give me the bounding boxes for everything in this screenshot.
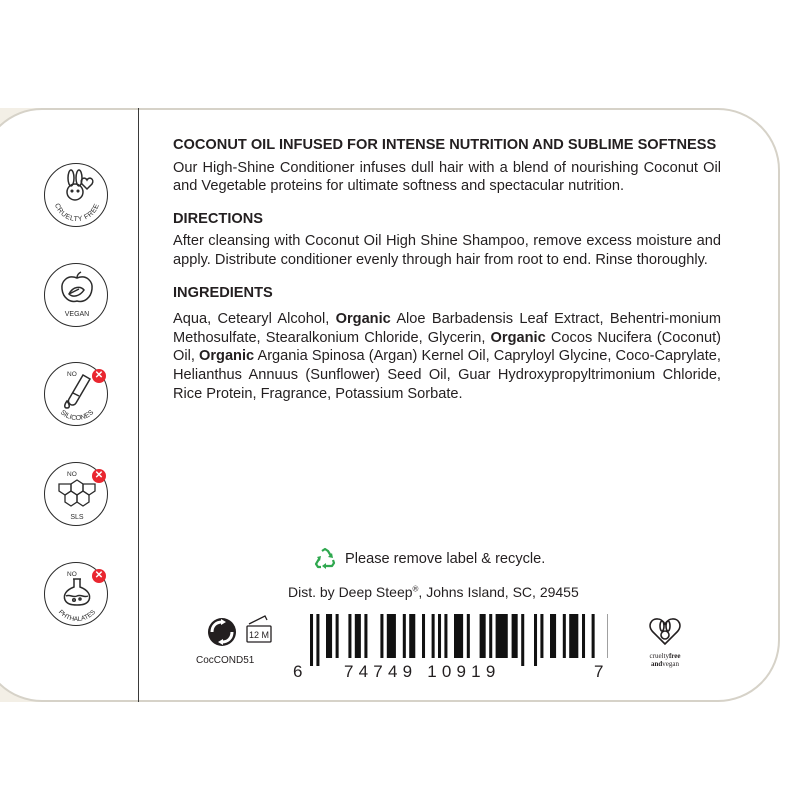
ingredients-text: Aqua, Cetearyl Alcohol, bbox=[173, 311, 336, 328]
svg-text:CRUELTY FREE bbox=[53, 203, 101, 224]
distributor-address: , Johns Island, SC, 29455 bbox=[418, 584, 579, 600]
distributor-line bbox=[288, 584, 579, 600]
directions-heading: DIRECTIONS bbox=[173, 210, 263, 227]
barcode-bar bbox=[480, 614, 486, 658]
ingredients-heading: INGREDIENTS bbox=[173, 284, 273, 301]
barcode-bar bbox=[521, 614, 524, 666]
ingredients-text: Cocos Nucifera (Coconut) Oil, bbox=[173, 329, 721, 365]
cruelty-free-badge bbox=[44, 163, 108, 227]
badge-no: NO bbox=[67, 571, 77, 578]
badge-no: NO bbox=[67, 471, 77, 478]
barcode-bar bbox=[592, 614, 595, 658]
directions-body: After cleansing with Coconut Oil High Shine Shampoo, remove excess moisture and apply. Distribute conditioner evenly through hair from root to end. Rinse thoroughly. bbox=[173, 233, 721, 268]
barcode-bar bbox=[534, 614, 537, 666]
barcode bbox=[306, 614, 608, 666]
barcode-bar bbox=[336, 614, 339, 658]
logo-text: crueltyfree andvegan bbox=[649, 652, 681, 668]
ingredients-body bbox=[173, 310, 721, 403]
product-code: CocCOND51 bbox=[196, 655, 255, 666]
no-phthalates-badge bbox=[44, 562, 108, 626]
vegan-badge bbox=[44, 263, 108, 327]
barcode-bar bbox=[454, 614, 463, 658]
badge-label: CRUELTY FREE bbox=[52, 202, 102, 224]
barcode-bar bbox=[569, 614, 578, 658]
apple-leaf-icon bbox=[45, 264, 109, 328]
ingredients-text: Aloe Barbadensis Leaf Extract, Behentri-monium Methosulfate, Stearalkonium Chloride, Glycerin, bbox=[173, 311, 722, 346]
recycle-icon bbox=[313, 547, 337, 571]
no-x-icon: ✕ bbox=[92, 369, 106, 383]
recycle-note bbox=[313, 547, 545, 571]
barcode-bar bbox=[348, 614, 351, 658]
barcode-bar bbox=[550, 614, 556, 658]
label-copy bbox=[173, 136, 721, 403]
badge-no: NO bbox=[67, 371, 77, 378]
barcode-bar bbox=[403, 614, 406, 658]
svg-text:PHTHALATES bbox=[57, 608, 98, 623]
barcode-bar bbox=[496, 614, 508, 658]
organic-label: Organic bbox=[199, 348, 255, 365]
barcode-bar bbox=[364, 614, 367, 658]
green-dot-icon bbox=[207, 617, 237, 647]
barcode-bar bbox=[310, 614, 313, 666]
ingredients-text: Argania Spinosa (Argan) Kernel Oil, Capryloyl Glycine, Coco-Caprylate, Helianthus Annuus (Sunflower) Seed Oil, Guar Hydroxypropyltrimonium Chloride, Rice Protein, Fragrance, Potassium Sorbate. bbox=[173, 348, 721, 402]
bunny-heart-icon bbox=[45, 164, 109, 228]
no-x-icon: ✕ bbox=[92, 569, 106, 583]
barcode-bar bbox=[489, 614, 492, 658]
barcode-bar bbox=[409, 614, 415, 658]
intro-body: Our High-Shine Conditioner infuses dull hair with a blend of nourishing Coconut Oil and Vegetable proteins for ultimate softness and spectacular nutrition. bbox=[173, 159, 721, 195]
no-sls-badge bbox=[44, 462, 108, 526]
recycle-text: Please remove label & recycle. bbox=[345, 551, 546, 567]
organic-label: Organic bbox=[490, 329, 546, 346]
badge-label: SILICONES bbox=[58, 409, 96, 423]
barcode-bar bbox=[355, 614, 361, 658]
badge-label: PHTHALATES bbox=[56, 608, 98, 624]
no-silicones-badge bbox=[44, 362, 108, 426]
badge-label: VEGAN bbox=[64, 311, 90, 318]
divider-line bbox=[138, 108, 139, 702]
intro-heading: COCONUT OIL INFUSED FOR INTENSE NUTRITION AND SUBLIME SOFTNESS bbox=[173, 137, 717, 153]
distributor-name: Dist. by Deep Steep bbox=[288, 584, 413, 600]
barcode-bar bbox=[512, 614, 518, 658]
organic-label: Organic bbox=[335, 311, 391, 328]
barcode-bar bbox=[444, 614, 447, 658]
badge-label: SLS bbox=[70, 514, 84, 521]
bunny-heart-icon bbox=[640, 613, 690, 647]
barcode-bar bbox=[582, 614, 585, 658]
svg-text:SILICONES bbox=[59, 409, 96, 422]
barcode-digit-last: 7 bbox=[594, 662, 609, 681]
registered-mark: ® bbox=[412, 584, 419, 594]
barcode-bar bbox=[438, 614, 441, 658]
cruelty-free-vegan-logo bbox=[640, 613, 690, 669]
barcode-bar bbox=[540, 614, 543, 658]
barcode-bar bbox=[380, 614, 383, 658]
barcode-digit-first: 6 bbox=[293, 662, 308, 681]
barcode-bar bbox=[316, 614, 319, 666]
barcode-bar bbox=[432, 614, 435, 658]
period-after-opening-icon bbox=[245, 614, 273, 646]
barcode-bar bbox=[563, 614, 566, 658]
pao-label: 12 M bbox=[248, 630, 269, 640]
no-x-icon: ✕ bbox=[92, 469, 106, 483]
barcode-digits: 74749 10919 bbox=[344, 662, 501, 681]
barcode-bar bbox=[326, 614, 332, 658]
barcode-bar bbox=[467, 614, 470, 658]
barcode-bar bbox=[422, 614, 425, 658]
barcode-bar bbox=[387, 614, 396, 658]
